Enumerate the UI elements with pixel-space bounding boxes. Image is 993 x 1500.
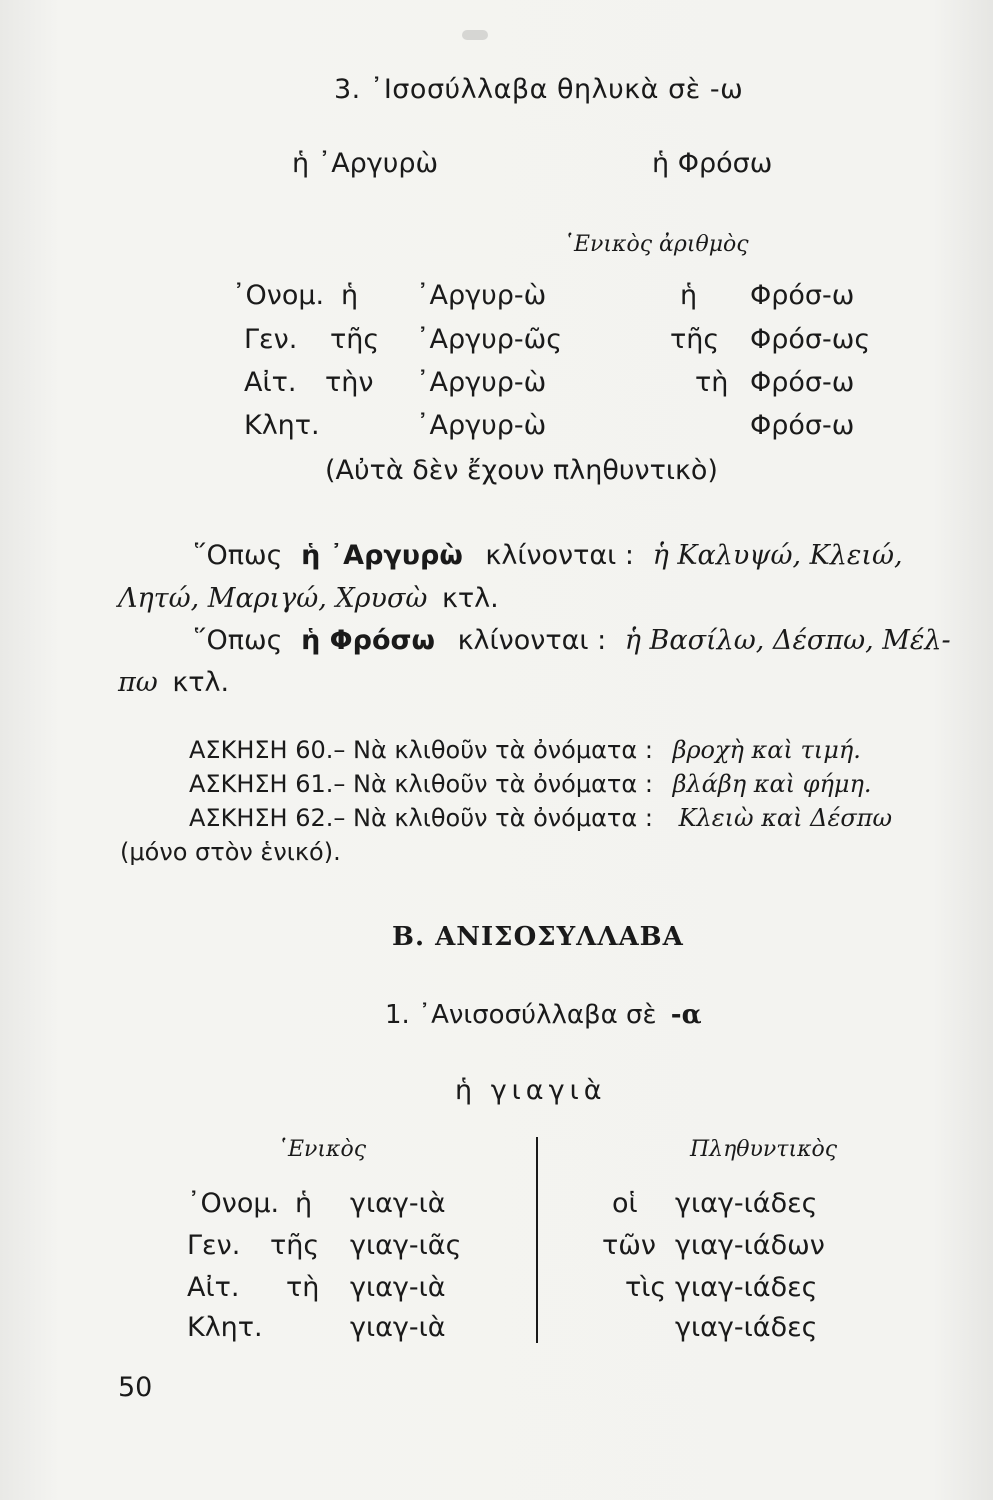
section-b-heading: Β. ΑΝΙΣΟΣΥΛΛΑΒΑ bbox=[392, 922, 684, 952]
para-bold-noun: ἡ Φρόσω bbox=[301, 625, 436, 656]
article: ἡ bbox=[680, 280, 698, 311]
plural-form: γιαγ-ιάδων bbox=[675, 1230, 825, 1261]
paragraph-froso-line2 bbox=[118, 667, 229, 698]
para-prefix: ῞Οπως bbox=[193, 540, 283, 571]
case-label: Γεν. bbox=[244, 324, 298, 355]
para-verb: κλίνονται : bbox=[457, 625, 607, 656]
plural-form: γιαγ-ιάδες bbox=[675, 1312, 818, 1343]
exercise-label: ΑΣΚΗΣΗ 61.– Νὰ κλιθοῦν τὰ ὀνόματα : bbox=[189, 770, 653, 798]
article: ἡ bbox=[341, 280, 359, 311]
form: ᾿Αργυρ-ῶς bbox=[416, 324, 563, 355]
singular-form: γιαγ-ιὰ bbox=[350, 1188, 446, 1219]
exercise-label: ΑΣΚΗΣΗ 62.– Νὰ κλιθοῦν τὰ ὀνόματα : bbox=[189, 804, 653, 832]
plural-article: οἱ bbox=[612, 1188, 638, 1219]
form: ᾿Αργυρ-ὼ bbox=[416, 280, 547, 311]
case-label: Κλητ. bbox=[244, 410, 320, 441]
no-plural-note: (Αὐτὰ δὲν ἔχουν πληθυντικὸ) bbox=[325, 455, 718, 486]
paragraph-argyro-line1 bbox=[193, 540, 903, 571]
plural-form: γιαγ-ιάδες bbox=[675, 1272, 818, 1303]
para-examples-cont: πω bbox=[118, 667, 158, 698]
para-examples: ἡ Καλυψώ, Κλειώ, bbox=[652, 540, 903, 571]
singular-caption: ῾Ενικὸς bbox=[277, 1137, 367, 1162]
exercise-62-continuation: (μόνο στὸν ἑνικό). bbox=[120, 838, 341, 866]
case-label: Αἰτ. bbox=[244, 367, 297, 398]
article: τῆς bbox=[270, 1230, 320, 1261]
exercise-words: βροχὴ καὶ τιμή. bbox=[672, 736, 861, 764]
para-bold-noun: ἡ ᾿Αργυρὼ bbox=[301, 540, 463, 571]
plural-article: τὶς bbox=[625, 1272, 667, 1303]
subheading-text: 1. ᾿Ανισοσύλλαβα σὲ bbox=[385, 1000, 657, 1030]
singular-form: γιαγ-ιᾶς bbox=[350, 1230, 462, 1261]
noun-froso: ἡ Φρόσω bbox=[652, 148, 773, 179]
subheading-suffix: -α bbox=[670, 1000, 702, 1030]
form: Φρόσ-ως bbox=[750, 324, 871, 355]
section-title bbox=[334, 74, 743, 105]
article: τὴ bbox=[286, 1272, 320, 1303]
singular-form: γιαγ-ιὰ bbox=[350, 1312, 446, 1343]
singular-form: γιαγ-ιὰ bbox=[350, 1272, 446, 1303]
case-label: ᾿Ονομ. bbox=[232, 280, 325, 311]
plural-form: γιαγ-ιάδες bbox=[675, 1188, 818, 1219]
article: ἡ bbox=[295, 1188, 313, 1219]
para-verb: κλίνονται : bbox=[485, 540, 635, 571]
noun-argyro: ἡ ᾿Αργυρὼ bbox=[292, 148, 439, 179]
form: ᾿Αργυρ-ὼ bbox=[416, 410, 547, 441]
paragraph-argyro-line2 bbox=[118, 583, 499, 614]
column-divider bbox=[536, 1137, 538, 1343]
para-examples-cont: Λητώ, Μαριγώ, Χρυσὼ bbox=[118, 583, 428, 614]
para-examples: ἡ Βασίλω, Δέσπω, Μέλ- bbox=[624, 625, 951, 656]
ink-smudge bbox=[462, 30, 488, 40]
page-number: 50 bbox=[118, 1372, 153, 1403]
singular-caption: ῾Ενικὸς ἀριθμὸς bbox=[563, 232, 749, 257]
exercise-words: βλάβη καὶ φήμη. bbox=[672, 770, 872, 798]
form: Φρόσ-ω bbox=[750, 280, 855, 311]
article: τῆς bbox=[330, 324, 380, 355]
form: Φρόσ-ω bbox=[750, 367, 855, 398]
exercise-61 bbox=[189, 770, 872, 798]
para-etc: κτλ. bbox=[172, 667, 230, 698]
para-prefix: ῞Οπως bbox=[193, 625, 283, 656]
case-label: Αἰτ. bbox=[187, 1272, 240, 1303]
form: ᾿Αργυρ-ὼ bbox=[416, 367, 547, 398]
exercise-label: ΑΣΚΗΣΗ 60.– Νὰ κλιθοῦν τὰ ὀνόματα : bbox=[189, 736, 653, 764]
article: τὴν bbox=[325, 367, 374, 398]
article: τῆς bbox=[670, 324, 720, 355]
exercise-60 bbox=[189, 736, 861, 764]
case-label: Γεν. bbox=[187, 1230, 241, 1261]
paragraph-froso-line1 bbox=[193, 625, 951, 656]
section-title-text: 3. ᾿Ισοσύλλαβα θηλυκὰ σὲ -ω bbox=[334, 74, 744, 105]
exercise-words: Κλειὼ καὶ Δέσπω bbox=[678, 804, 893, 832]
case-label: ᾿Ονομ. bbox=[187, 1188, 280, 1219]
form: Φρόσ-ω bbox=[750, 410, 855, 441]
plural-caption: Πληθυντικὸς bbox=[690, 1137, 838, 1162]
case-label: Κλητ. bbox=[187, 1312, 263, 1343]
plural-article: τῶν bbox=[602, 1230, 656, 1261]
article: τὴ bbox=[695, 367, 729, 398]
para-etc: κτλ. bbox=[442, 583, 499, 614]
section-b-subheading bbox=[385, 1000, 702, 1030]
exercise-62 bbox=[189, 804, 892, 832]
noun-giagia: ἡ γιαγιὰ bbox=[455, 1075, 607, 1106]
